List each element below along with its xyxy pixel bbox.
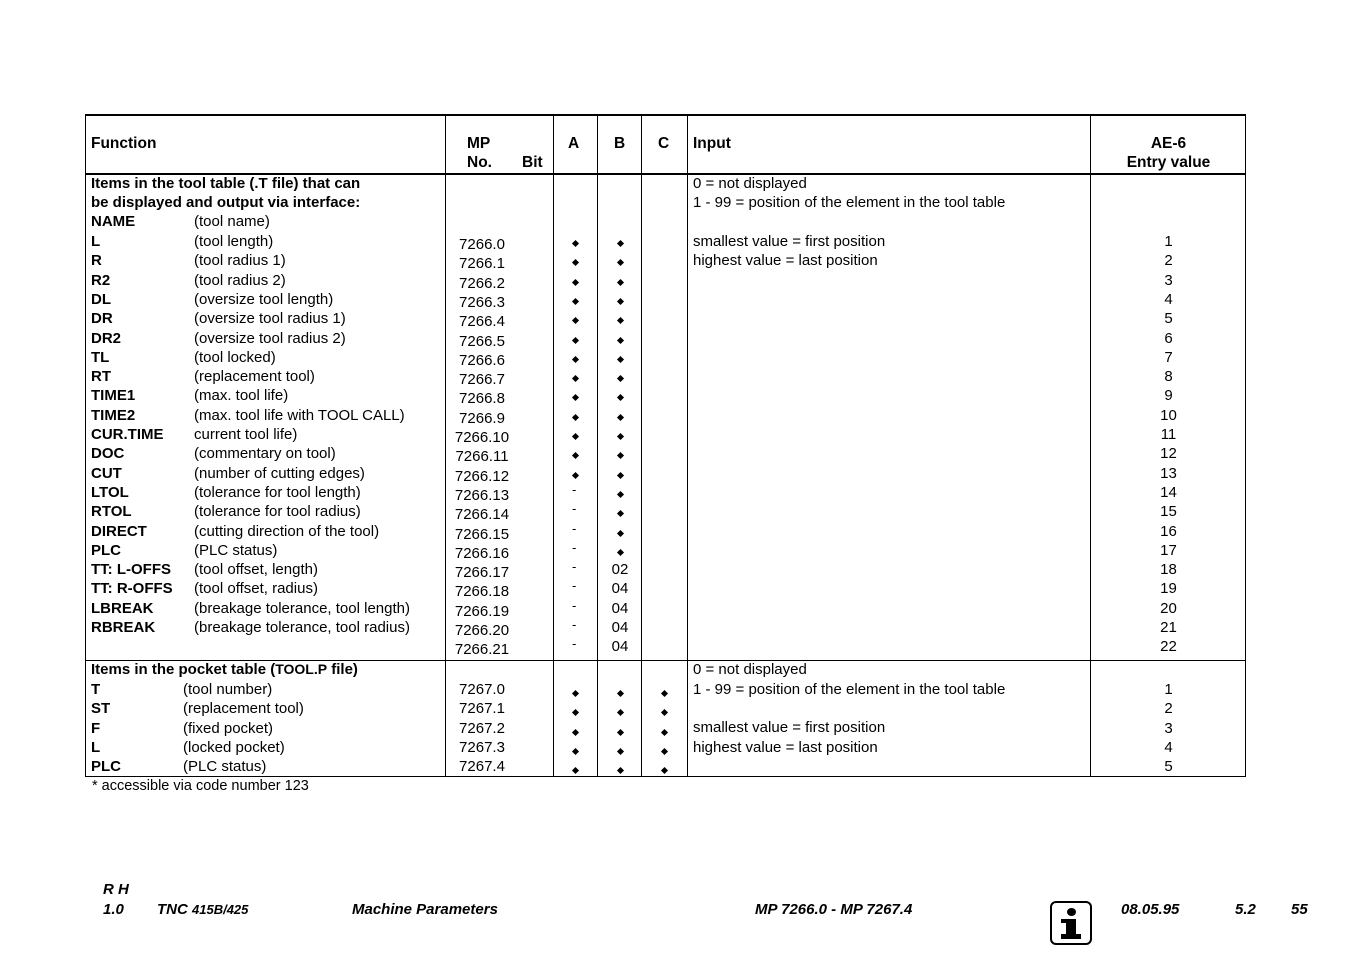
tool-item-name: LBREAK (91, 599, 154, 617)
mp-number: 7267.2 (459, 719, 505, 737)
tool-input-line: 1 - 99 = position of the element in the tool table (693, 194, 1006, 211)
info-icon (1050, 901, 1092, 945)
mp-number: 7266.3 (459, 293, 505, 311)
entry-value: 1 (1164, 233, 1173, 250)
tool-item-desc: (PLC status) (194, 541, 278, 559)
footer-page: 55 (1291, 901, 1308, 918)
entry-value: 5 (1164, 310, 1173, 328)
header-function: Function (91, 135, 157, 152)
mp-number: 7266.14 (454, 506, 510, 524)
footer-version: 1.0 (103, 901, 124, 918)
mp-number: 7266.13 (454, 486, 510, 504)
entry-value: 22 (1160, 638, 1177, 656)
pocket-item-desc: (fixed pocket) (183, 719, 274, 737)
tool-item-desc: (breakage tolerance, tool radius) (194, 619, 410, 636)
footer-section: Machine Parameters (352, 901, 498, 918)
entry-value: 3 (1164, 719, 1173, 737)
tool-item-name: R2 (91, 271, 111, 289)
tool-item-name: TIME2 (91, 406, 136, 424)
entry-value: 13 (1160, 464, 1177, 482)
tool-item-desc: (tool length) (194, 233, 274, 250)
mp-number: 7266.10 (454, 429, 510, 446)
value-cell: 04 (611, 580, 629, 598)
mp-number: 7266.19 (454, 602, 510, 620)
footer-chapter: 5.2 (1235, 901, 1256, 918)
dash-marker: - (572, 481, 577, 497)
tool-item-name: DR (91, 310, 113, 328)
value-cell: 04 (611, 619, 629, 636)
tool-item-name: CUR.TIME (91, 426, 164, 443)
header-a: A (568, 135, 580, 152)
tool-item-name: TL (91, 348, 110, 366)
mp-number: 7267.1 (459, 700, 505, 718)
entry-value: 7 (1164, 348, 1173, 366)
entry-value: 8 (1164, 368, 1173, 386)
tool-item-desc: (max. tool life) (194, 387, 289, 405)
dash-marker: - (572, 520, 577, 536)
entry-value: 10 (1160, 406, 1177, 424)
tool-item-name: DIRECT (91, 522, 147, 540)
pocket-item-name: F (91, 719, 101, 737)
tool-item-name: DOC (91, 445, 125, 463)
mp-number: 7266.7 (459, 371, 505, 389)
value-cell: 04 (611, 638, 629, 656)
tool-input-line: highest value = last position (693, 252, 878, 269)
entry-value: 5 (1164, 758, 1173, 776)
dash-marker: - (572, 501, 577, 517)
column-divider (553, 114, 554, 777)
mp-number: 7266.15 (454, 525, 510, 543)
mp-number: 7266.8 (459, 390, 505, 408)
tool-item-name: TT: L-OFFS (91, 561, 171, 579)
tool-item-desc: (oversize tool radius 2) (194, 329, 346, 347)
entry-value: 9 (1164, 387, 1173, 405)
entry-value: 4 (1164, 290, 1173, 308)
tool-item-name: R (91, 252, 102, 270)
value-cell: 02 (611, 561, 629, 579)
tool-section-title-1: Items in the tool table (.T file) that can (91, 175, 361, 192)
tool-item-name: PLC (91, 541, 121, 559)
column-divider (597, 114, 598, 777)
tool-name-label: NAME (91, 213, 136, 230)
entry-value: 17 (1160, 541, 1177, 559)
pocket-input-line: 1 - 99 = position of the element in the tool table (693, 681, 1006, 698)
mp-number: 7266.20 (454, 622, 510, 639)
tool-item-desc: (number of cutting edges) (194, 464, 365, 482)
tool-name-desc: (tool name) (194, 213, 270, 230)
footer-range: MP 7266.0 - MP 7267.4 (755, 901, 913, 918)
entry-value: 1 (1164, 681, 1173, 698)
mp-number: 7266.17 (454, 564, 510, 582)
footer-product: TNC 415B/425 (157, 901, 249, 918)
footnote: * accessible via code number 123 (92, 778, 309, 794)
entry-value: 14 (1160, 483, 1177, 501)
dash-marker: - (572, 636, 577, 652)
entry-value: 12 (1160, 445, 1177, 463)
tool-item-desc: (max. tool life with TOOL CALL) (194, 406, 405, 424)
tool-input-line: 0 = not displayed (693, 175, 807, 192)
header-no: No. (467, 154, 492, 171)
tool-item-name: RT (91, 368, 111, 386)
tool-item-desc: (cutting direction of the tool) (194, 522, 380, 540)
entry-value: 2 (1164, 700, 1173, 718)
tool-item-desc: (tool radius 1) (194, 252, 286, 270)
tool-item-name: RBREAK (91, 619, 156, 636)
mp-number: 7267.4 (459, 758, 505, 776)
tool-item-desc: (tool locked) (194, 348, 276, 366)
tool-item-desc: (tool offset, radius) (194, 580, 318, 598)
mp-number: 7266.6 (459, 351, 505, 369)
header-input: Input (693, 135, 731, 152)
mp-number: 7266.18 (454, 583, 510, 601)
footer-date: 08.05.95 (1121, 901, 1180, 918)
tool-item-desc: (replacement tool) (194, 368, 315, 386)
pocket-item-desc: (tool number) (183, 681, 273, 698)
pocket-item-name: PLC (91, 758, 121, 776)
dash-marker: - (572, 559, 577, 575)
tool-section-title-2: be displayed and output via interface: (91, 194, 361, 211)
mp-number: 7266.2 (459, 274, 505, 292)
tool-item-desc: (tool offset, length) (194, 561, 318, 579)
mp-number: 7266.4 (459, 313, 505, 331)
pocket-input-line: highest value = last position (693, 739, 878, 756)
pocket-item-desc: (PLC status) (183, 758, 267, 776)
tool-item-desc: (tolerance for tool radius) (194, 503, 361, 521)
header-bit: Bit (522, 154, 543, 171)
tool-item-name: L (91, 233, 101, 250)
dash-marker: - (572, 539, 577, 555)
mp-number: 7266.16 (454, 544, 510, 562)
pocket-item-name: L (91, 738, 101, 756)
mp-number: 7266.5 (459, 332, 505, 350)
tool-item-name: DL (91, 290, 111, 308)
footer-rh: R H (103, 881, 129, 898)
column-divider (641, 114, 642, 777)
tool-item-name: CUT (91, 464, 122, 482)
entry-value: 2 (1164, 252, 1173, 270)
tool-item-name: RTOL (91, 503, 132, 521)
entry-value: 20 (1160, 599, 1177, 617)
dash-marker: - (572, 578, 577, 594)
header-entry-value: Entry value (1126, 154, 1211, 171)
tool-item-desc: (tool radius 2) (194, 271, 286, 289)
value-cell: 04 (611, 599, 629, 617)
header-c: C (658, 135, 670, 152)
mp-number: 7266.12 (454, 467, 510, 485)
entry-value: 18 (1160, 561, 1177, 579)
mp-number: 7266.11 (455, 448, 509, 466)
pocket-section-title: Items in the pocket table (TOOL.P file) (91, 661, 358, 678)
entry-value: 6 (1164, 329, 1173, 347)
pocket-item-desc: (replacement tool) (183, 700, 304, 718)
tool-item-desc: (tolerance for tool length) (194, 483, 361, 501)
tool-item-desc: (breakage tolerance, tool length) (194, 599, 410, 617)
column-divider (687, 114, 688, 777)
pocket-item-desc: (locked pocket) (183, 738, 285, 756)
tool-input-line: smallest value = first position (693, 233, 886, 250)
dash-marker: - (572, 617, 577, 632)
pocket-item-name: T (91, 681, 101, 698)
mp-number: 7266.1 (459, 255, 505, 273)
header-b: B (614, 135, 626, 152)
tool-item-desc: (commentary on tool) (194, 445, 336, 463)
pocket-item-name: ST (91, 700, 111, 718)
entry-value: 4 (1164, 738, 1173, 756)
pocket-input-line: 0 = not displayed (693, 661, 807, 678)
header-ae6: AE-6 (1150, 135, 1187, 152)
entry-value: 15 (1160, 503, 1177, 521)
entry-value: 21 (1160, 619, 1177, 636)
tool-item-desc: (oversize tool radius 1) (194, 310, 346, 328)
tool-item-name: TIME1 (91, 387, 136, 405)
tool-item-name: DR2 (91, 329, 122, 347)
entry-value: 19 (1160, 580, 1177, 598)
tool-item-desc: current tool life) (194, 426, 298, 443)
entry-value: 11 (1160, 426, 1177, 443)
tool-item-name: TT: R-OFFS (91, 580, 173, 598)
mp-number: 7266.0 (459, 236, 505, 253)
mp-number: 7266.21 (454, 641, 510, 659)
tool-item-desc: (oversize tool length) (194, 290, 334, 308)
header-mp: MP (467, 135, 491, 152)
dash-marker: - (572, 597, 577, 613)
mp-number: 7267.0 (459, 681, 505, 698)
mp-number: 7266.9 (459, 409, 505, 427)
entry-value: 3 (1164, 271, 1173, 289)
tool-item-name: LTOL (91, 483, 129, 501)
pocket-input-line: smallest value = first position (693, 719, 886, 736)
entry-value: 16 (1160, 522, 1177, 540)
mp-number: 7267.3 (459, 738, 505, 756)
